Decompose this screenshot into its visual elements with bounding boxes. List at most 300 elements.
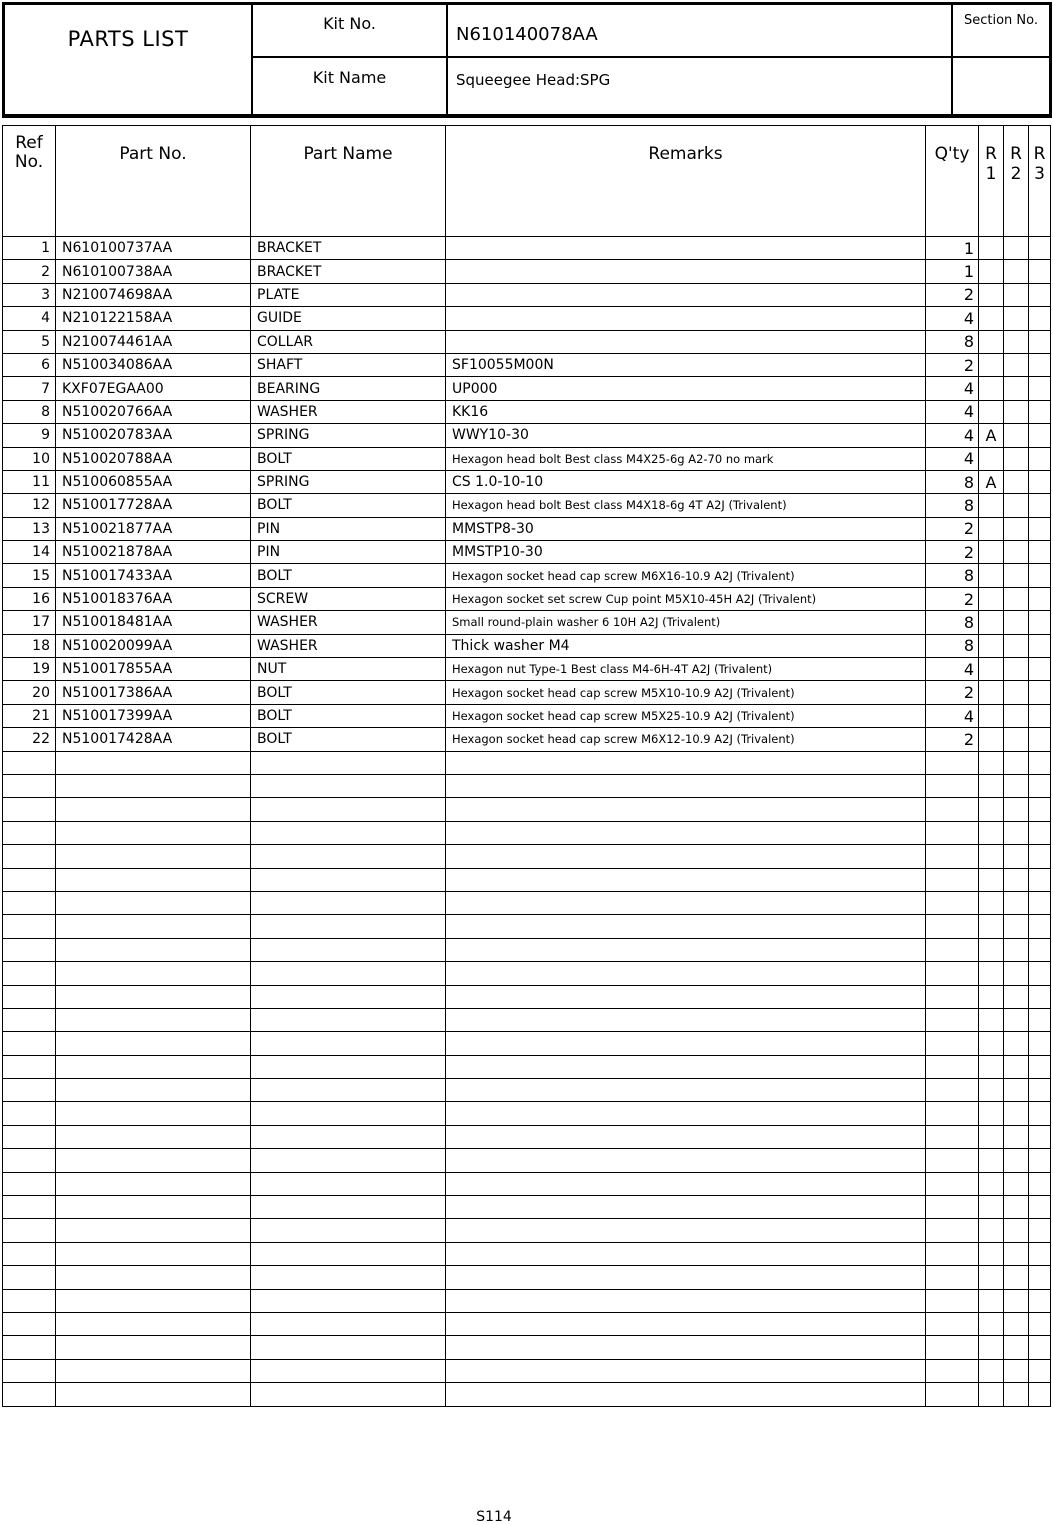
ref-cell: 3 bbox=[3, 283, 56, 306]
part-name-cell bbox=[251, 1383, 446, 1406]
col-header-r1: R 1 bbox=[979, 126, 1004, 237]
r1-cell bbox=[979, 1219, 1004, 1242]
qty-cell bbox=[926, 1055, 979, 1078]
r3-cell bbox=[1029, 470, 1051, 493]
qty-cell bbox=[926, 868, 979, 891]
r1-cell bbox=[979, 985, 1004, 1008]
part-name-cell bbox=[251, 1289, 446, 1312]
qty-cell: 2 bbox=[926, 681, 979, 704]
blank-header-cell bbox=[951, 58, 1049, 114]
r1-cell bbox=[979, 774, 1004, 797]
part-name-cell: WASHER bbox=[251, 400, 446, 423]
part-no-cell bbox=[56, 821, 251, 844]
r2-cell bbox=[1004, 1055, 1029, 1078]
part-name-cell: NUT bbox=[251, 658, 446, 681]
r1-cell bbox=[979, 1196, 1004, 1219]
remarks-cell bbox=[446, 1032, 926, 1055]
qty-cell: 4 bbox=[926, 377, 979, 400]
table-row bbox=[3, 377, 1051, 400]
table-row bbox=[3, 728, 1051, 751]
r2-cell bbox=[1004, 985, 1029, 1008]
r3-cell bbox=[1029, 517, 1051, 540]
qty-cell bbox=[926, 962, 979, 985]
ref-cell bbox=[3, 1312, 56, 1335]
qty-cell bbox=[926, 1125, 979, 1148]
part-name-cell: COLLAR bbox=[251, 330, 446, 353]
section-no-cell bbox=[951, 5, 1049, 58]
ref-cell bbox=[3, 1032, 56, 1055]
part-no-cell bbox=[56, 774, 251, 797]
qty-cell: 4 bbox=[926, 400, 979, 423]
remarks-cell: UP000 bbox=[446, 377, 926, 400]
qty-cell: 2 bbox=[926, 283, 979, 306]
r2-cell bbox=[1004, 1102, 1029, 1125]
r3-cell bbox=[1029, 237, 1051, 260]
remarks-cell bbox=[446, 915, 926, 938]
r3-cell bbox=[1029, 1125, 1051, 1148]
part-name-cell: BRACKET bbox=[251, 237, 446, 260]
table-row bbox=[3, 470, 1051, 493]
qty-cell bbox=[926, 1359, 979, 1382]
part-no-cell: N510020099AA bbox=[56, 634, 251, 657]
table-row bbox=[3, 260, 1051, 283]
part-no-cell bbox=[56, 1266, 251, 1289]
table-row bbox=[3, 424, 1051, 447]
qty-cell: 1 bbox=[926, 237, 979, 260]
parts-list-header bbox=[2, 2, 1052, 118]
qty-cell: 2 bbox=[926, 587, 979, 610]
r2-cell bbox=[1004, 1242, 1029, 1265]
r2-cell bbox=[1004, 400, 1029, 423]
remarks-cell bbox=[446, 1312, 926, 1335]
r2-cell bbox=[1004, 891, 1029, 914]
empty-table-row bbox=[3, 798, 1051, 821]
qty-cell: 8 bbox=[926, 564, 979, 587]
r1-cell bbox=[979, 1055, 1004, 1078]
qty-cell bbox=[926, 1312, 979, 1335]
r1-cell bbox=[979, 237, 1004, 260]
part-no-cell bbox=[56, 891, 251, 914]
r3-cell bbox=[1029, 751, 1051, 774]
parts-table bbox=[2, 125, 1051, 1407]
r1-cell bbox=[979, 1242, 1004, 1265]
table-row bbox=[3, 704, 1051, 727]
part-no-cell bbox=[56, 1196, 251, 1219]
part-name-cell bbox=[251, 821, 446, 844]
r3-cell bbox=[1029, 260, 1051, 283]
remarks-cell: Hexagon socket head cap screw M6X16-10.9 A2J (Trivalent) bbox=[446, 564, 926, 587]
kit-name-label: Kit Name bbox=[312, 68, 387, 87]
part-no-cell bbox=[56, 985, 251, 1008]
part-name-cell bbox=[251, 1102, 446, 1125]
r3-cell bbox=[1029, 377, 1051, 400]
r3-cell bbox=[1029, 1055, 1051, 1078]
ref-cell: 7 bbox=[3, 377, 56, 400]
remarks-cell bbox=[446, 774, 926, 797]
table-row bbox=[3, 400, 1051, 423]
part-name-cell bbox=[251, 1196, 446, 1219]
qty-cell bbox=[926, 915, 979, 938]
r3-cell bbox=[1029, 400, 1051, 423]
r3-cell bbox=[1029, 1289, 1051, 1312]
ref-cell bbox=[3, 1359, 56, 1382]
r2-cell bbox=[1004, 237, 1029, 260]
ref-cell bbox=[3, 1383, 56, 1406]
ref-cell: 17 bbox=[3, 611, 56, 634]
part-no-cell: N510017428AA bbox=[56, 728, 251, 751]
ref-cell bbox=[3, 1242, 56, 1265]
part-name-cell bbox=[251, 1079, 446, 1102]
remarks-cell: CS 1.0-10-10 bbox=[446, 470, 926, 493]
ref-cell: 1 bbox=[3, 237, 56, 260]
r2-cell bbox=[1004, 1266, 1029, 1289]
part-no-cell bbox=[56, 1289, 251, 1312]
empty-table-row bbox=[3, 1102, 1051, 1125]
r2-cell bbox=[1004, 1172, 1029, 1195]
empty-table-row bbox=[3, 774, 1051, 797]
empty-table-row bbox=[3, 1383, 1051, 1406]
r3-cell bbox=[1029, 1172, 1051, 1195]
r3-cell bbox=[1029, 1383, 1051, 1406]
r1-cell bbox=[979, 681, 1004, 704]
part-name-cell bbox=[251, 915, 446, 938]
r1-cell bbox=[979, 1359, 1004, 1382]
part-no-cell: N510021877AA bbox=[56, 517, 251, 540]
r1-cell bbox=[979, 891, 1004, 914]
part-no-cell: N510017386AA bbox=[56, 681, 251, 704]
part-name-cell bbox=[251, 1149, 446, 1172]
table-row bbox=[3, 237, 1051, 260]
ref-cell bbox=[3, 962, 56, 985]
qty-cell: 8 bbox=[926, 634, 979, 657]
empty-table-row bbox=[3, 915, 1051, 938]
remarks-cell bbox=[446, 962, 926, 985]
ref-cell: 22 bbox=[3, 728, 56, 751]
r2-cell bbox=[1004, 658, 1029, 681]
part-no-cell: N210122158AA bbox=[56, 307, 251, 330]
r1-cell bbox=[979, 634, 1004, 657]
r3-cell bbox=[1029, 634, 1051, 657]
qty-cell bbox=[926, 845, 979, 868]
remarks-cell bbox=[446, 985, 926, 1008]
remarks-cell bbox=[446, 891, 926, 914]
qty-cell bbox=[926, 891, 979, 914]
r1-cell bbox=[979, 868, 1004, 891]
remarks-cell: Hexagon head bolt Best class M4X25-6g A2-70 no mark bbox=[446, 447, 926, 470]
r2-cell bbox=[1004, 447, 1029, 470]
qty-cell bbox=[926, 1149, 979, 1172]
r2-cell bbox=[1004, 1383, 1029, 1406]
r3-cell bbox=[1029, 1242, 1051, 1265]
qty-cell bbox=[926, 1032, 979, 1055]
r2-cell bbox=[1004, 494, 1029, 517]
r2-cell bbox=[1004, 1032, 1029, 1055]
remarks-cell bbox=[446, 1196, 926, 1219]
r3-cell bbox=[1029, 283, 1051, 306]
empty-table-row bbox=[3, 1336, 1051, 1359]
r3-cell bbox=[1029, 541, 1051, 564]
part-name-cell: BRACKET bbox=[251, 260, 446, 283]
qty-cell bbox=[926, 774, 979, 797]
qty-cell bbox=[926, 1079, 979, 1102]
qty-cell bbox=[926, 1289, 979, 1312]
ref-cell bbox=[3, 1219, 56, 1242]
empty-table-row bbox=[3, 845, 1051, 868]
r3-cell bbox=[1029, 353, 1051, 376]
r2-cell bbox=[1004, 1219, 1029, 1242]
r1-cell bbox=[979, 330, 1004, 353]
kit-name-value: Squeegee Head:SPG bbox=[456, 71, 611, 89]
r3-cell bbox=[1029, 681, 1051, 704]
empty-table-row bbox=[3, 1266, 1051, 1289]
r3-cell bbox=[1029, 1008, 1051, 1031]
ref-cell: 21 bbox=[3, 704, 56, 727]
r2-cell bbox=[1004, 470, 1029, 493]
remarks-cell bbox=[446, 237, 926, 260]
part-name-cell bbox=[251, 1219, 446, 1242]
r1-cell bbox=[979, 1149, 1004, 1172]
part-no-cell bbox=[56, 1242, 251, 1265]
qty-cell: 4 bbox=[926, 447, 979, 470]
empty-table-row bbox=[3, 751, 1051, 774]
r1-cell bbox=[979, 658, 1004, 681]
ref-cell bbox=[3, 1149, 56, 1172]
table-row bbox=[3, 307, 1051, 330]
r1-cell bbox=[979, 1125, 1004, 1148]
part-no-cell: N510017855AA bbox=[56, 658, 251, 681]
qty-cell bbox=[926, 1266, 979, 1289]
ref-cell: 20 bbox=[3, 681, 56, 704]
part-name-cell bbox=[251, 751, 446, 774]
empty-table-row bbox=[3, 1172, 1051, 1195]
qty-cell: 4 bbox=[926, 704, 979, 727]
r2-cell bbox=[1004, 868, 1029, 891]
part-name-cell: BOLT bbox=[251, 494, 446, 517]
ref-cell bbox=[3, 1055, 56, 1078]
remarks-cell bbox=[446, 1242, 926, 1265]
r1-cell bbox=[979, 400, 1004, 423]
empty-table-row bbox=[3, 1079, 1051, 1102]
r3-cell bbox=[1029, 1219, 1051, 1242]
part-name-cell bbox=[251, 1266, 446, 1289]
part-name-cell bbox=[251, 891, 446, 914]
r2-cell bbox=[1004, 821, 1029, 844]
r2-cell bbox=[1004, 517, 1029, 540]
part-no-cell: N610100738AA bbox=[56, 260, 251, 283]
remarks-cell bbox=[446, 1289, 926, 1312]
remarks-cell bbox=[446, 1172, 926, 1195]
r2-cell bbox=[1004, 1336, 1029, 1359]
part-no-cell: N510017399AA bbox=[56, 704, 251, 727]
ref-cell bbox=[3, 868, 56, 891]
r3-cell bbox=[1029, 704, 1051, 727]
col-header-remarks: Remarks bbox=[446, 126, 926, 237]
ref-cell: 9 bbox=[3, 424, 56, 447]
r1-cell bbox=[979, 1008, 1004, 1031]
col-header-ref: Ref No. bbox=[3, 126, 56, 237]
r1-cell bbox=[979, 1079, 1004, 1102]
part-no-cell bbox=[56, 1336, 251, 1359]
r2-cell bbox=[1004, 587, 1029, 610]
remarks-cell bbox=[446, 1102, 926, 1125]
qty-cell: 8 bbox=[926, 611, 979, 634]
remarks-cell: Hexagon head bolt Best class M4X18-6g 4T A2J (Trivalent) bbox=[446, 494, 926, 517]
remarks-cell: Small round-plain washer 6 10H A2J (Trivalent) bbox=[446, 611, 926, 634]
r3-cell bbox=[1029, 915, 1051, 938]
qty-cell bbox=[926, 1336, 979, 1359]
r1-cell bbox=[979, 1266, 1004, 1289]
r2-cell bbox=[1004, 353, 1029, 376]
r2-cell bbox=[1004, 330, 1029, 353]
remarks-cell bbox=[446, 751, 926, 774]
r3-cell bbox=[1029, 330, 1051, 353]
part-no-cell bbox=[56, 1125, 251, 1148]
r1-cell bbox=[979, 845, 1004, 868]
empty-table-row bbox=[3, 1149, 1051, 1172]
ref-cell bbox=[3, 798, 56, 821]
remarks-cell bbox=[446, 1219, 926, 1242]
part-name-cell bbox=[251, 774, 446, 797]
table-header-row bbox=[3, 126, 1051, 237]
r1-cell bbox=[979, 307, 1004, 330]
part-no-cell: N510020766AA bbox=[56, 400, 251, 423]
remarks-cell bbox=[446, 283, 926, 306]
remarks-cell bbox=[446, 1055, 926, 1078]
part-name-cell bbox=[251, 868, 446, 891]
empty-table-row bbox=[3, 1219, 1051, 1242]
part-name-cell: SHAFT bbox=[251, 353, 446, 376]
qty-cell: 1 bbox=[926, 260, 979, 283]
part-name-cell: BOLT bbox=[251, 564, 446, 587]
empty-table-row bbox=[3, 985, 1051, 1008]
ref-cell bbox=[3, 1125, 56, 1148]
ref-cell bbox=[3, 1289, 56, 1312]
part-name-cell bbox=[251, 1312, 446, 1335]
part-no-cell: N610100737AA bbox=[56, 237, 251, 260]
r2-cell bbox=[1004, 1125, 1029, 1148]
part-name-cell: SPRING bbox=[251, 470, 446, 493]
part-no-cell bbox=[56, 868, 251, 891]
part-name-cell: SCREW bbox=[251, 587, 446, 610]
ref-cell: 6 bbox=[3, 353, 56, 376]
qty-cell bbox=[926, 1008, 979, 1031]
r3-cell bbox=[1029, 1359, 1051, 1382]
table-row bbox=[3, 681, 1051, 704]
remarks-cell bbox=[446, 938, 926, 961]
qty-cell: 2 bbox=[926, 541, 979, 564]
ref-cell: 4 bbox=[3, 307, 56, 330]
r3-cell bbox=[1029, 1102, 1051, 1125]
part-name-cell: WASHER bbox=[251, 634, 446, 657]
r1-cell bbox=[979, 564, 1004, 587]
ref-cell: 8 bbox=[3, 400, 56, 423]
part-name-cell bbox=[251, 845, 446, 868]
section-no-label: Section No. bbox=[963, 13, 1038, 28]
ref-cell bbox=[3, 1008, 56, 1031]
part-no-cell bbox=[56, 915, 251, 938]
remarks-cell: Thick washer M4 bbox=[446, 634, 926, 657]
qty-cell: 8 bbox=[926, 470, 979, 493]
qty-cell bbox=[926, 1196, 979, 1219]
part-name-cell: BOLT bbox=[251, 704, 446, 727]
r3-cell bbox=[1029, 564, 1051, 587]
remarks-cell bbox=[446, 1266, 926, 1289]
r1-cell bbox=[979, 1312, 1004, 1335]
r2-cell bbox=[1004, 938, 1029, 961]
r2-cell bbox=[1004, 681, 1029, 704]
r1-cell bbox=[979, 1336, 1004, 1359]
ref-cell bbox=[3, 938, 56, 961]
ref-cell: 10 bbox=[3, 447, 56, 470]
r2-cell bbox=[1004, 424, 1029, 447]
empty-table-row bbox=[3, 1125, 1051, 1148]
qty-cell bbox=[926, 1383, 979, 1406]
r3-cell bbox=[1029, 798, 1051, 821]
col-header-r3: R 3 bbox=[1029, 126, 1051, 237]
r3-cell bbox=[1029, 587, 1051, 610]
empty-table-row bbox=[3, 1312, 1051, 1335]
r3-cell bbox=[1029, 658, 1051, 681]
remarks-cell bbox=[446, 821, 926, 844]
kit-no-label-cell bbox=[251, 5, 446, 58]
r3-cell bbox=[1029, 447, 1051, 470]
part-no-cell bbox=[56, 1032, 251, 1055]
r2-cell bbox=[1004, 1359, 1029, 1382]
part-no-cell: N510060855AA bbox=[56, 470, 251, 493]
r1-cell bbox=[979, 751, 1004, 774]
kit-no-label: Kit No. bbox=[323, 14, 376, 33]
empty-table-row bbox=[3, 1196, 1051, 1219]
empty-table-row bbox=[3, 962, 1051, 985]
table-row bbox=[3, 541, 1051, 564]
r2-cell bbox=[1004, 283, 1029, 306]
remarks-cell bbox=[446, 1125, 926, 1148]
r3-cell bbox=[1029, 868, 1051, 891]
r3-cell bbox=[1029, 1312, 1051, 1335]
r1-cell bbox=[979, 1289, 1004, 1312]
part-no-cell: N510020788AA bbox=[56, 447, 251, 470]
part-no-cell bbox=[56, 1172, 251, 1195]
remarks-cell: Hexagon socket set screw Cup point M5X10-45H A2J (Trivalent) bbox=[446, 587, 926, 610]
r3-cell bbox=[1029, 821, 1051, 844]
r2-cell bbox=[1004, 962, 1029, 985]
r2-cell bbox=[1004, 377, 1029, 400]
part-name-cell bbox=[251, 938, 446, 961]
part-name-cell: PLATE bbox=[251, 283, 446, 306]
document-title: PARTS LIST bbox=[67, 27, 189, 51]
qty-cell: 2 bbox=[926, 517, 979, 540]
remarks-cell bbox=[446, 868, 926, 891]
part-no-cell: N510017728AA bbox=[56, 494, 251, 517]
r1-cell bbox=[979, 821, 1004, 844]
ref-cell bbox=[3, 915, 56, 938]
col-header-r2: R 2 bbox=[1004, 126, 1029, 237]
ref-cell bbox=[3, 1266, 56, 1289]
table-row bbox=[3, 283, 1051, 306]
part-no-cell: N210074698AA bbox=[56, 283, 251, 306]
table-row bbox=[3, 447, 1051, 470]
qty-cell bbox=[926, 1102, 979, 1125]
r1-cell bbox=[979, 283, 1004, 306]
ref-cell bbox=[3, 774, 56, 797]
r1-cell bbox=[979, 377, 1004, 400]
table-row bbox=[3, 564, 1051, 587]
r1-cell bbox=[979, 260, 1004, 283]
part-no-cell: N510017433AA bbox=[56, 564, 251, 587]
r1-cell bbox=[979, 587, 1004, 610]
r2-cell bbox=[1004, 541, 1029, 564]
empty-table-row bbox=[3, 868, 1051, 891]
